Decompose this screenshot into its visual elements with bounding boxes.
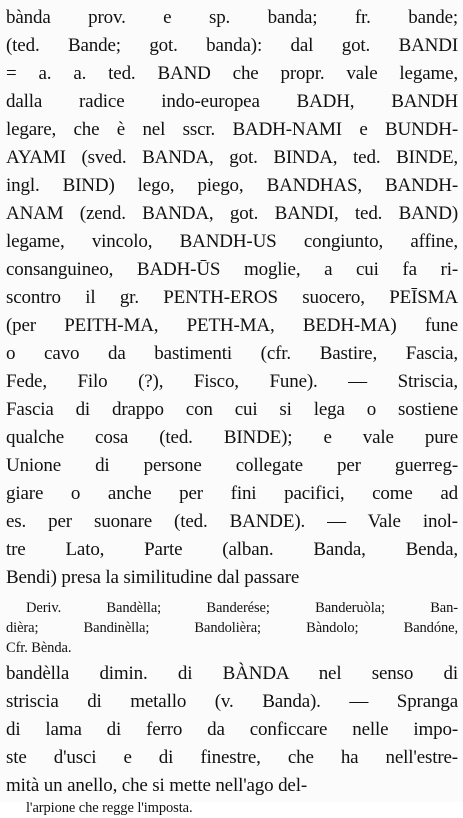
entry-banda-line-13: o cavo da bastimenti (cfr. Bastire, Fascia, bbox=[6, 343, 458, 364]
entry-banda-deriv-line-2: dièra; Bandinèlla; Bandolièra; Bàndolo; Bandóne, bbox=[6, 620, 458, 636]
entry-banda-line-16: qualche cosa (ted. BINDE); e vale pure bbox=[6, 427, 458, 448]
entry-banda-line-15: Fascia di drappo con cui si lega o sostiene bbox=[6, 399, 458, 420]
entry-banda-deriv-line-1: Deriv. Bandèlla; Banderése; Banderuòla; Ban- bbox=[26, 600, 458, 616]
entry-banda-line-9: legame, vincolo, BANDH-US congiunto, affine, bbox=[6, 231, 458, 252]
entry-banda-line-6: AYAMI (sved. BANDA, got. BINDA, ted. BINDE, bbox=[6, 147, 458, 168]
entry-banda-line-18: giare o anche per fini pacifici, come ad bbox=[6, 483, 458, 504]
entry-banda-line-17: Unione di persone collegate per guerreg- bbox=[6, 455, 458, 476]
entry-bandella-deriv-line-1: l'arpione che regge l'imposta. bbox=[26, 800, 193, 816]
entry-bandella-line-4: ste d'usci e di finestre, che ha nell'estre- bbox=[6, 747, 458, 768]
entry-banda-line-5: legare, che è nel sscr. BADH-NAMI e BUNDH- bbox=[6, 119, 458, 140]
entry-bandella-line-2: striscia di metallo (v. Banda). — Spranga bbox=[6, 691, 458, 712]
entry-banda-line-20: tre Lato, Parte (alban. Banda, Benda, bbox=[6, 539, 458, 560]
entry-bandella-line-3: di lama di ferro da conficcare nelle impo- bbox=[6, 719, 458, 740]
entry-banda-line-4: dalla radice indo-europea BADH, BANDH bbox=[6, 91, 458, 112]
entry-banda-line-12: (per PEITH-MA, PETH-MA, BEDH-MA) fune bbox=[6, 315, 458, 336]
entry-banda-line-3: = a. a. ted. BAND che propr. vale legame, bbox=[6, 63, 458, 84]
entry-bandella-line-1: bandèlla dimin. di BÀNDA nel senso di bbox=[6, 663, 458, 684]
entry-banda-line-19: es. per suonare (ted. BANDE). — Vale inol- bbox=[6, 511, 458, 532]
entry-banda-deriv-line-3: Cfr. Bènda. bbox=[6, 640, 72, 656]
entry-banda-line-2: (ted. Bande; got. banda): dal got. BANDI bbox=[6, 35, 458, 56]
entry-banda-line-8: ANAM (zend. BANDA, got. BANDI, ted. BAND) bbox=[6, 203, 458, 224]
entry-banda-line-21: Bendi) presa la similitudine dal passare bbox=[6, 567, 300, 588]
entry-banda-line-14: Fede, Filo (?), Fisco, Fune). — Striscia, bbox=[6, 371, 458, 392]
entry-banda-line-1: bànda prov. e sp. banda; fr. bande; bbox=[6, 7, 458, 28]
entry-banda-line-7: ingl. BIND) lego, piego, BANDHAS, BANDH- bbox=[6, 175, 458, 196]
entry-bandella-line-5: mità un anello, che si mette nell'ago del- bbox=[6, 775, 308, 796]
entry-banda-line-11: scontro il gr. PENTH-EROS suocero, PEĪSMA bbox=[6, 287, 458, 308]
entry-banda-line-10: consanguineo, BADH-ŪS moglie, a cui fa ri- bbox=[6, 259, 458, 280]
